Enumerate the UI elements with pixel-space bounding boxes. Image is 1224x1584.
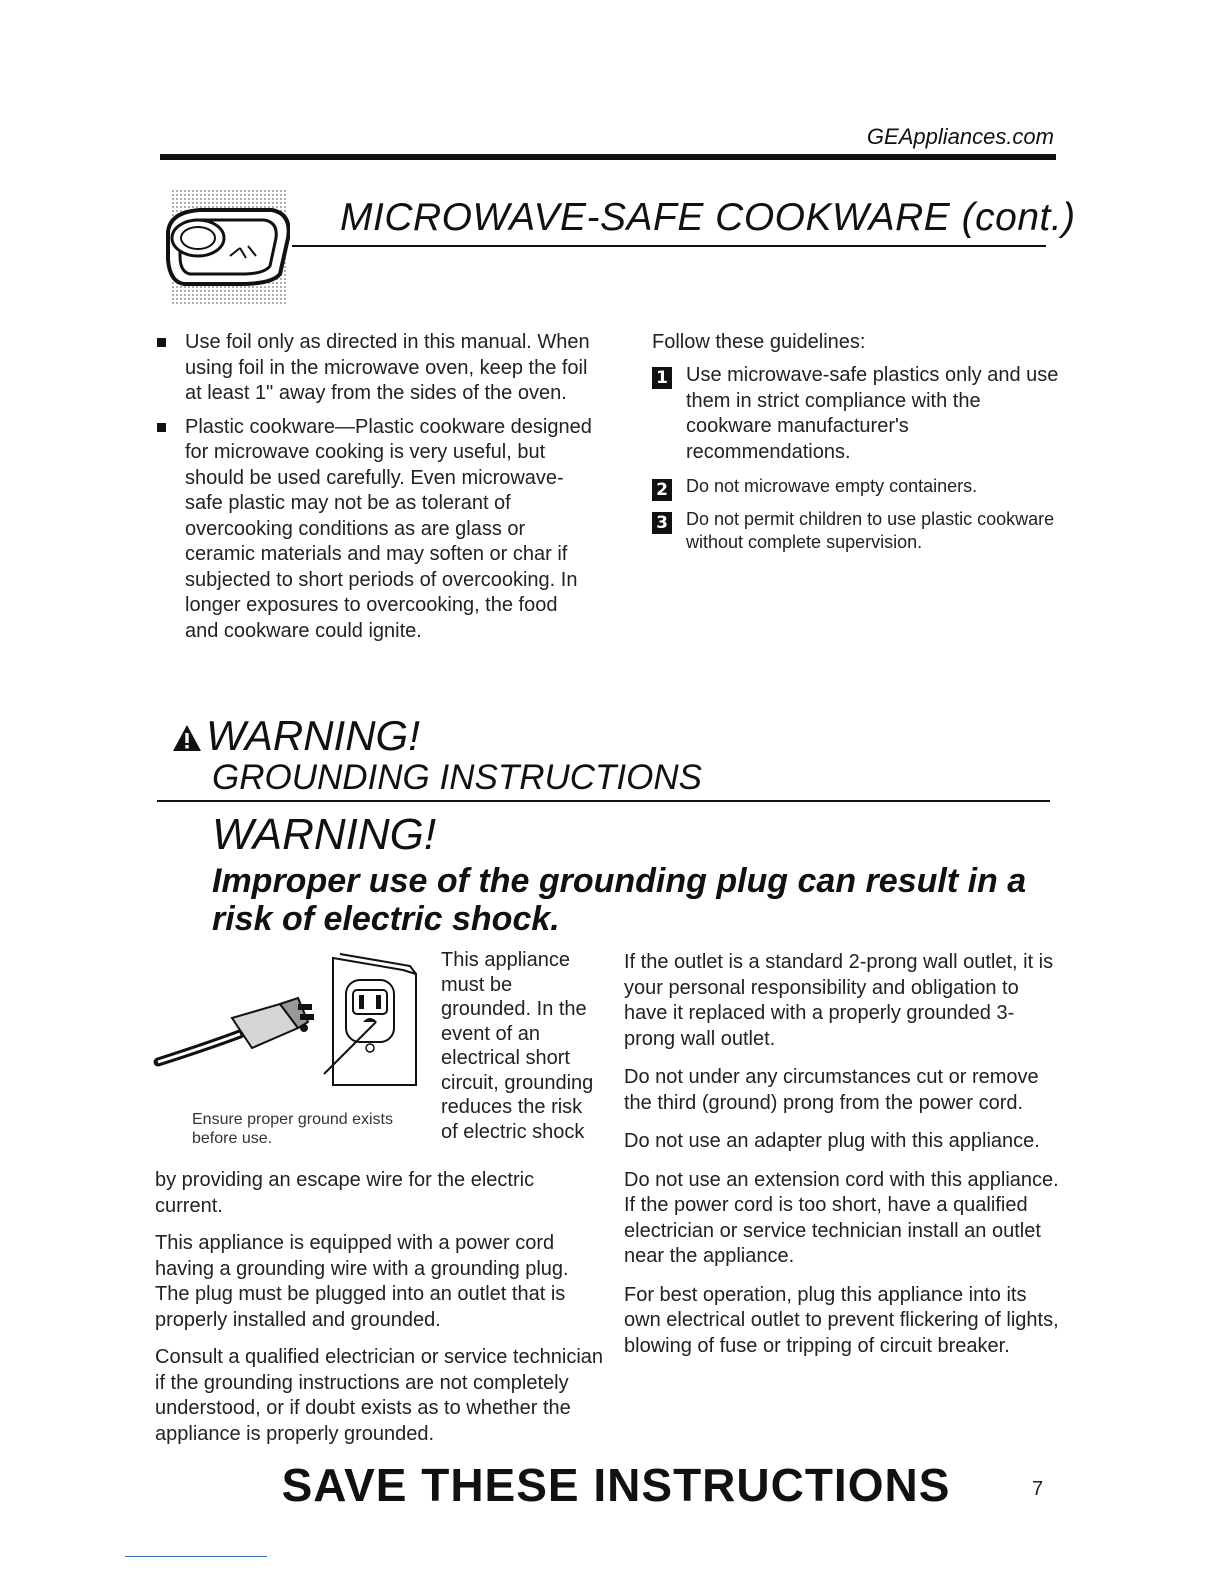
page-number: 7 [1032, 1478, 1044, 1500]
paragraph: Consult a qualified electrician or service technician if the grounding instructions are not completely understood, or if doubt exists as to whether the appliance is properly grounded. [155, 1346, 604, 1445]
guidelines-list [652, 363, 1062, 564]
paragraph: If the outlet is a standard 2-prong wall outlet, it is your personal responsibility and obligation to have it replaced with a properly grounded 3-prong wall outlet. [624, 951, 1054, 1050]
header-rule [160, 154, 1056, 160]
cookware-dish-icon [160, 190, 290, 305]
list-item: 3 Do not permit children to use plastic cookware without complete supervision. [652, 508, 1062, 554]
grounding-title: GROUNDING INSTRUCTIONS [212, 758, 702, 797]
paragraph: Do not use an adapter plug with this appliance. [624, 1130, 1040, 1152]
right-column [624, 950, 1064, 1372]
left-column [155, 1168, 605, 1459]
grounded-plug-outlet-illustration [148, 950, 423, 1090]
paragraph: For best operation, plug this appliance into its own electrical outlet to prevent flickering of lights, blowing of fuse or tripping of circuit breaker. [624, 1283, 1059, 1357]
paragraph: Do not under any circumstances cut or remove the third (ground) prong from the power cord. [624, 1066, 1039, 1114]
save-instructions-banner: SAVE THESE INSTRUCTIONS [281, 1459, 951, 1511]
warning-rule [157, 800, 1050, 802]
grounded-intro: This appliance must be grounded. In the event of an electrical short circuit, grounding reduces the risk of electric shock [441, 949, 594, 1143]
warning-heading: WARNING! [206, 712, 420, 759]
list-item: 2 Do not microwave empty containers. [652, 475, 1062, 498]
list-item: Plastic cookware—Plastic cookware designed for microwave cooking is very useful, but should be used carefully. Even microwave-safe plastic may not be as tolerant of overcooking conditions as are glass or ceramic materials and may soften or char if subjected to short periods of overcooking. In longer exposures to overcooking, the food and cookware could ignite. [155, 415, 595, 645]
list-item: 1 Use microwave-safe plastics only and use them in strict compliance with the cookware manufacturer's recommendations. [652, 363, 1062, 465]
paragraph: Do not use an extension cord with this appliance. If the power cord is too short, have a qualified electrician or service technician install an outlet near the appliance. [624, 1168, 1059, 1267]
section-rule [292, 245, 1046, 247]
guidelines-intro: Follow these guidelines: [652, 331, 866, 353]
number-badge: 1 [652, 367, 672, 389]
warning-triangle-icon [172, 724, 202, 752]
shock-risk-statement: Improper use of the grounding plug can result in a risk of electric shock. [212, 862, 1027, 938]
number-badge: 3 [652, 512, 672, 534]
bullet-square-icon [157, 338, 166, 347]
site-url: GEAppliances.com [866, 124, 1054, 149]
figure-caption: Ensure proper ground exists before use. [192, 1111, 393, 1147]
list-item: Use foil only as directed in this manual. When using foil in the microwave oven, keep the foil at least 1" away from the sides of the oven. [155, 330, 595, 407]
bullet-square-icon [157, 423, 166, 432]
number-badge: 2 [652, 479, 672, 501]
footer-link-line [125, 1556, 267, 1557]
section-title: MICROWAVE-SAFE COOKWARE (cont.) [340, 196, 1076, 239]
foil-plastic-bullets [155, 330, 595, 652]
warning-heading-2: WARNING! [212, 810, 437, 859]
paragraph: This appliance is equipped with a power cord having a grounding wire with a grounding plug. The plug must be plugged into an outlet that is properly installed and grounded. [155, 1232, 569, 1331]
intro-continuation: by providing an escape wire for the electric current. [155, 1169, 535, 1217]
